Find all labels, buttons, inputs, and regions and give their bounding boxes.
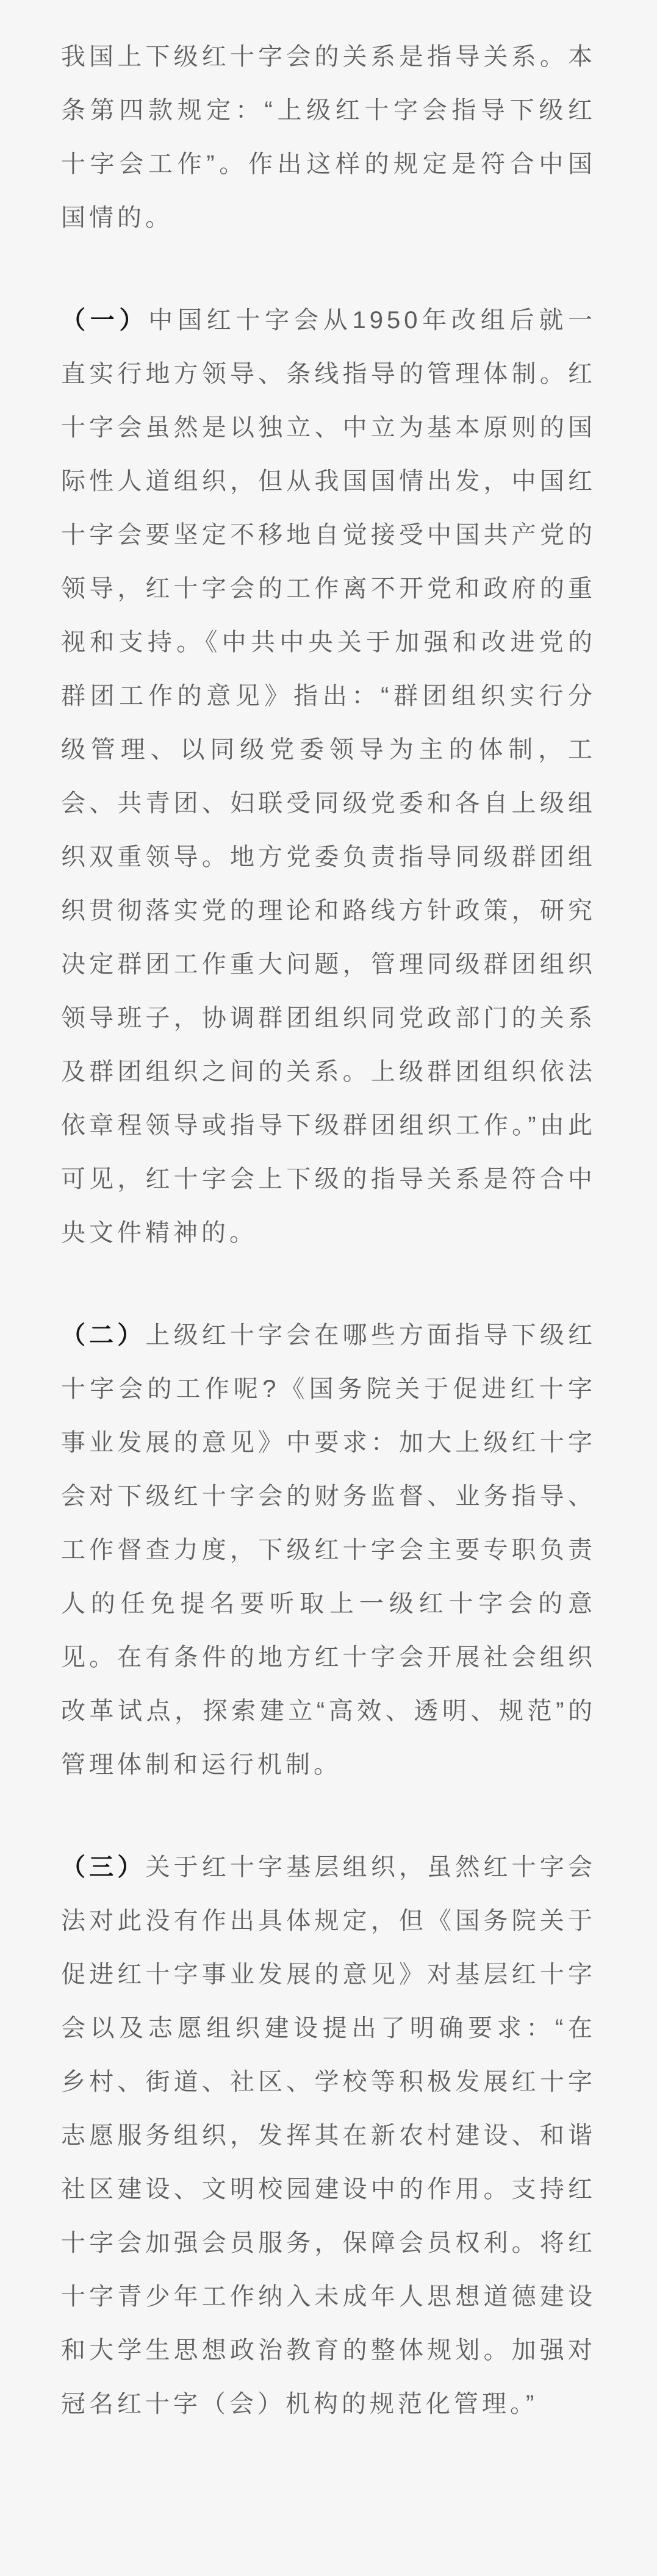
paragraph xyxy=(61,30,596,245)
paragraph-text: 中国红十字会从1950年改组后就一直实行地方领导、条线指导的管理体制。红十字会虽然是以独立、中立为基本原则的国际性人道组织，但从我国国情出发，中国红十字会要坚定不移地自觉接受中国共产党的领导，红十字会的工作离不开党和政府的重视和支持。《中共中央关于加强和改进党的群团工作的意见》指出：“群团组织实行分级管理、以同级党委领导为主的体制，工会、共青团、妇联受同级党委和各自上级组织双重领导。地方党委负责指导同级群团组织贯彻落实党的理论和路线方针政策，研究决定群团工作重大问题，管理同级群团组织领导班子，协调群团组织同党政部门的关系及群团组织之间的关系。上级群团组织依法依章程领导或指导下级群团组织工作。”由此可见，红十字会上下级的指导关系是符合中央文件精神的。 xyxy=(61,307,597,1246)
paragraph-marker: （三） xyxy=(61,1854,146,1881)
paragraph-text: 上级红十字会在哪些方面指导下级红十字会的工作呢?《国务院关于促进红十字事业发展的意见》中要求：加大上级红十字会对下级红十字会的财务监督、业务指导、工作督查力度，下级红十字会主要专职负责人的任免提名要听取上一级红十字会的意见。在有条件的地方红十字会开展社会组织改革试点，探索建立“高效、透明、规范”的管理体制和运行机制。 xyxy=(61,1322,596,1778)
paragraph xyxy=(61,1308,596,1792)
paragraph-marker: （二） xyxy=(61,1322,146,1349)
paragraph-text: 我国上下级红十字会的关系是指导关系。本条第四款规定：“上级红十字会指导下级红十字会工作”。作出这样的规定是符合中国国情的。 xyxy=(61,43,596,231)
paragraph-text: 关于红十字基层组织，虽然红十字会法对此没有作出具体规定，但《国务院关于促进红十字事业发展的意见》对基层红十字会以及志愿组织建设提出了明确要求：“在乡村、街道、社区、学校等积极发展红十字志愿服务组织，发挥其在新农村建设、和谐社区建设、文明校园建设中的作用。支持红十字会加强会员服务，保障会员权利。将红十字青少年工作纳入未成年人思想道德建设和大学生思想政治教育的整体规划。加强对冠名红十字（会）机构的规范化管理。” xyxy=(61,1854,596,2417)
paragraph-marker: （一） xyxy=(61,307,149,334)
paragraph xyxy=(61,293,596,1260)
paragraph xyxy=(61,1840,596,2431)
